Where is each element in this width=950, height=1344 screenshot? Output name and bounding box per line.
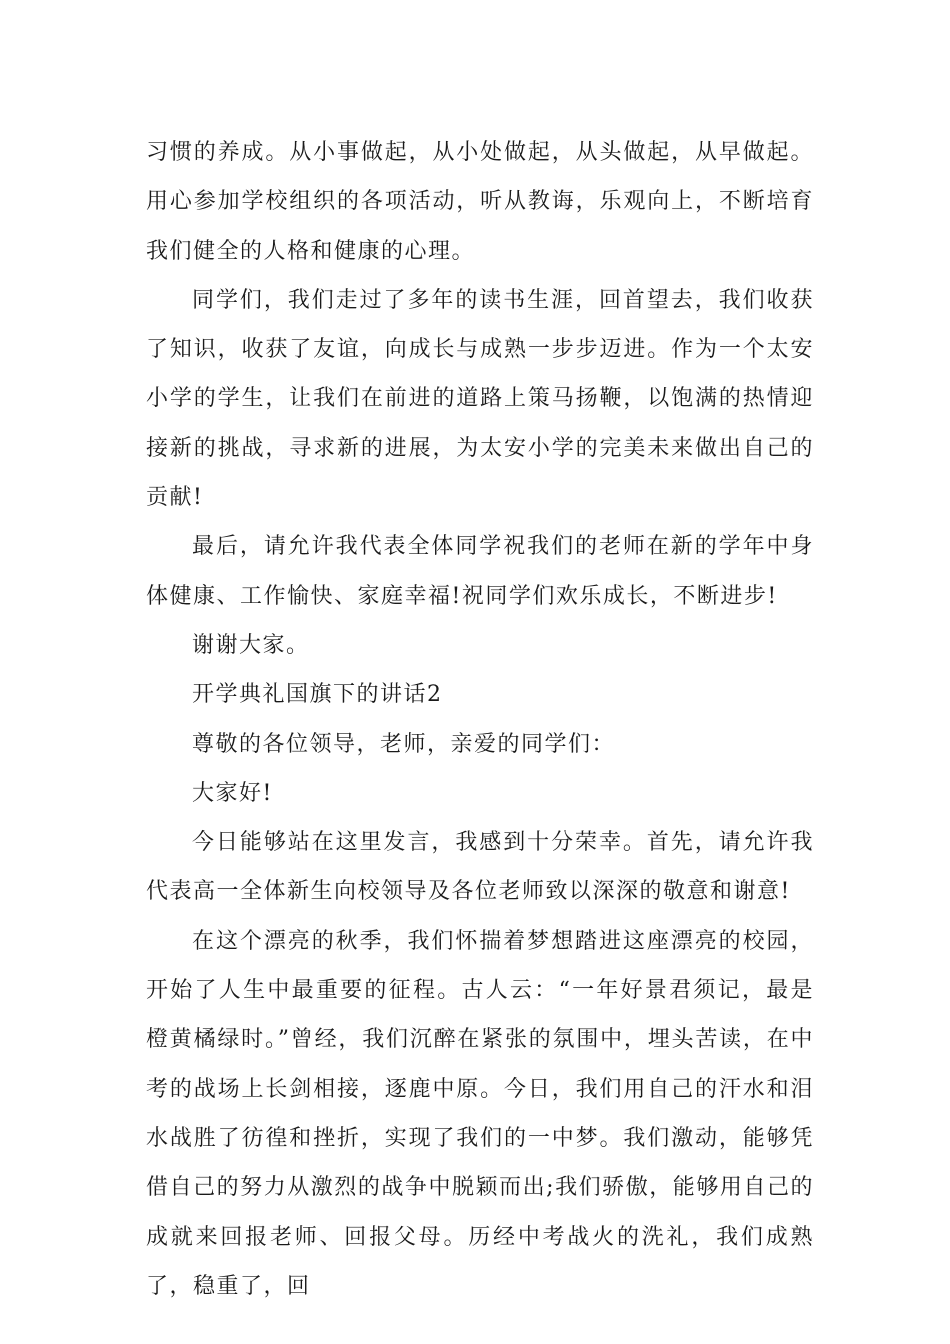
section-heading: 开学典礼国旗下的讲话2 (192, 682, 443, 708)
closing-line: 谢谢大家。 (192, 632, 310, 658)
paragraph: 在这个漂亮的秋季，我们怀揣着梦想踏进这座漂亮的校园，开始了人生中最重要的征程。古人云：“一年好景君须记，最是橙黄橘绿时。”曾经，我们沉醉在紧张的氛围中，埋头苦读，在中考的战场上长剑相接，逐鹿中原。今日，我们用自己的汗水和泪水战胜了彷徨和挫折，实现了我们的一中梦。我们激动，能够凭借自己的努力从激烈的战争中脱颖而出;我们骄傲，能够用自己的成就来回报老师、回报父母。历经中考战火的洗礼，我们成熟了，稳重了，回 (146, 928, 814, 1299)
document-body (146, 128, 814, 1311)
paragraph: 同学们，我们走过了多年的读书生涯，回首望去，我们收获了知识，收获了友谊，向成长与成熟一步步迈进。作为一个太安小学的学生，让我们在前进的道路上策马扬鞭，以饱满的热情迎接新的挑战，寻求新的进展，为太安小学的完美未来做出自己的贡献! (146, 287, 814, 511)
salutation: 尊敬的各位领导，老师，亲爱的同学们： (192, 731, 616, 757)
greeting: 大家好! (192, 780, 273, 806)
paragraph: 今日能够站在这里发言，我感到十分荣幸。首先，请允许我代表高一全体新生向校领导及各位老师致以深深的敬意和谢意! (146, 830, 814, 905)
paragraph: 最后，请允许我代表全体同学祝我们的老师在新的学年中身体健康、工作愉快、家庭幸福!祝同学们欢乐成长，不断进步! (146, 534, 814, 609)
paragraph: 习惯的养成。从小事做起，从小处做起，从头做起，从早做起。用心参加学校组织的各项活动，听从教诲，乐观向上，不断培育我们健全的人格和健康的心理。 (146, 140, 814, 264)
